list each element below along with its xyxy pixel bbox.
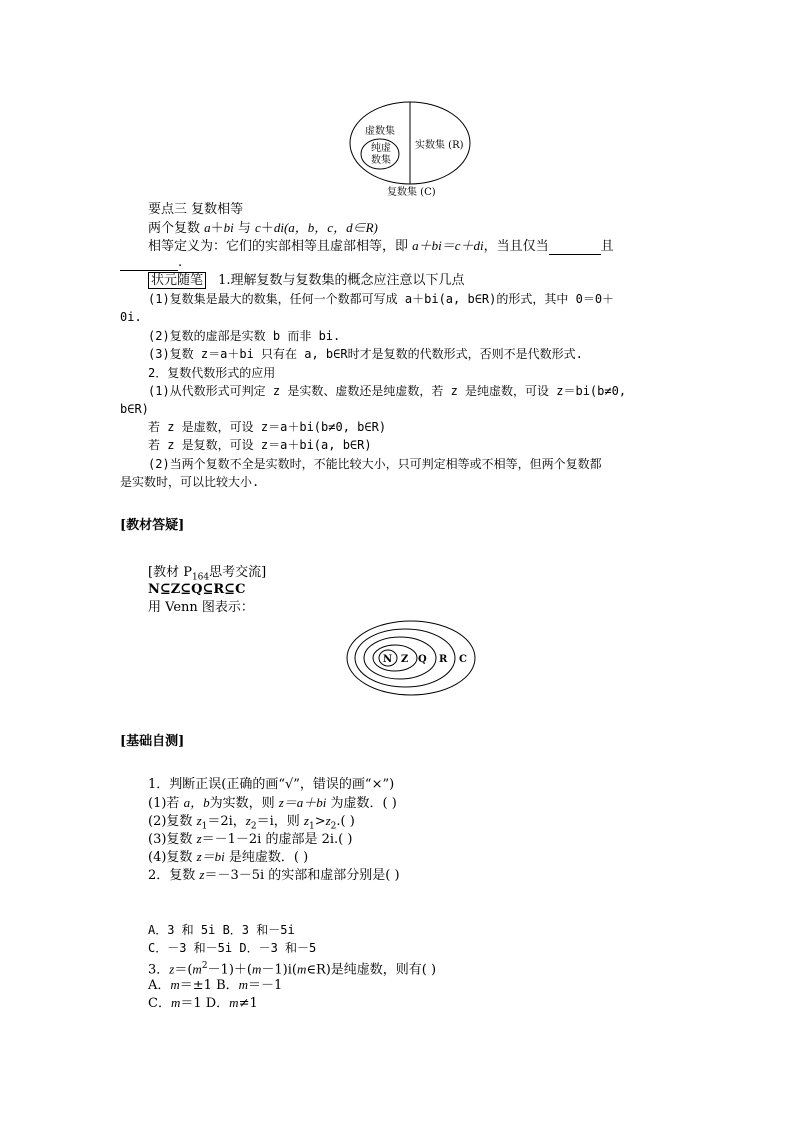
var-m: m [229,995,239,1010]
notes-line9: 若 z 是虚数，可设 z＝a＋bi(b≠0, b∈R) [148,420,387,434]
var-i: i [230,220,234,235]
notes-label: 状元随笔 [148,272,206,289]
text: 相等定义为：它们的实部相等且虚部相等，即 [148,239,413,254]
page-number: 164 [191,572,210,583]
set-z-label: Z [401,654,409,665]
subscript: 1 [201,821,208,832]
var-z: z [169,961,175,977]
answer-paren[interactable]: 是纯虚数．( ) [224,850,309,865]
text: (2)复数 [148,814,197,829]
answer-paren[interactable]: 为虚数．( ) [326,796,397,811]
text: ，当且仅当 [483,239,549,254]
notes-line4: (2)复数的虚部是实数 b 而非 bi. [148,329,341,343]
var-z: z [325,813,331,828]
set-c-ellipse [347,621,475,695]
set-z-ellipse [373,645,417,671]
subscript: 2 [330,821,337,832]
subscript: 1 [308,821,315,832]
notes-line12: 是实数时，可以比较大小. [120,475,260,489]
var-b: b [223,220,231,235]
text: 思考交流] [209,565,267,580]
answer-paren[interactable]: .( ) [336,814,355,829]
text: 为实数，则 [209,796,279,811]
venn-caption: 用 Venn 图表示： [148,600,254,615]
question-1d [148,848,308,866]
text: ＝2i， [207,814,246,829]
var-z: z [196,813,202,828]
text: A． [148,978,171,993]
text: －1)i( [261,962,297,978]
question-1a [148,794,397,812]
text: . [178,255,183,270]
var-m: m [192,961,202,977]
set-n-label: N [383,654,393,665]
notes-line10: 若 z 是复数，可设 z＝a＋bi(a, b∈R) [148,438,372,452]
text: (4)复数 [148,850,197,865]
notes-line5: (3)复数 z＝a＋bi 只有在 a, b∈R时才是复数的代数形式，否则不是代数形式. [148,347,583,361]
text: [教材 P [148,565,192,580]
var-d: d [273,220,281,235]
text: 两个复数 [148,221,205,236]
var-a: a [204,220,211,235]
question-1: 1．判断正误(正确的画“√”，错误的画“×”) [148,777,395,792]
complex-set-label: 复数集 (C) [387,187,436,198]
answer-paren[interactable]: ＝－1－2i 的虚部是 2i.( ) [201,832,353,847]
var-z: z [245,813,251,828]
superscript: 2 [201,961,208,971]
text: 3． [148,962,170,978]
text: C． [148,996,171,1011]
var-m: m [170,977,180,992]
text: (1)若 [148,796,184,811]
text: 与 [233,221,256,236]
expr: z＝a＋bi [278,795,327,810]
set-q-label: Q [418,654,427,665]
question-2-options-cd[interactable]: C．－3 和－5i D．－3 和－5 [148,941,317,955]
condition: (a，b，c，d∈R) [283,220,378,235]
text: 2．复数 [148,868,200,883]
text: (3)复数 [148,832,197,847]
var-z: z [196,831,202,846]
point3-line1 [148,219,378,237]
answer-blank-2[interactable] [120,256,178,271]
notes-line8: b∈R) [120,402,149,416]
question-1c [148,830,352,848]
question-3-options-cd[interactable] [148,994,258,1012]
var-m: m [251,961,262,977]
vars: a，b [183,795,210,810]
plus: ＋ [210,221,224,236]
answer-blank-1[interactable] [549,240,601,255]
point3-heading: 要点三 复数相等 [148,202,244,217]
notes-line2: (1)复数集是最大的数集，任何一个数都可写成 a＋bi(a, b∈R)的形式，其中 0＝0＋ [148,292,615,306]
text: ＝( [174,962,193,978]
notes-line3: 0i. [120,310,142,324]
text: 且 [600,239,614,254]
set-chain: N⊆Z⊆Q⊆R⊆C [148,582,246,597]
var-m: m [296,961,307,977]
point3-line3 [120,254,182,271]
set-c-label: C [459,654,467,665]
text: ＝1 D． [180,996,230,1011]
text: ＝－1 [248,978,283,993]
equality-expr: a＋bi＝c＋di [412,238,484,253]
point3-line2 [148,237,614,255]
selftest-heading: [基础自测] [120,734,185,749]
plus: ＋ [260,221,274,236]
subscript: 2 [250,821,257,832]
answer-paren[interactable]: ∈R)是纯虚数，则有( ) [306,962,437,978]
text: －1)＋( [207,962,252,978]
var-c: c [255,220,261,235]
pure-imaginary-label-2: 数集 [371,155,391,166]
notes-line6: 2．复数代数形式的应用 [148,366,276,380]
var-z: z [303,813,309,828]
textbook-heading: [教材答疑] [120,518,185,533]
question-2 [148,866,400,884]
imaginary-set-label: 虚数集 [365,126,395,137]
text: 1.理解复数与复数集的概念应注意以下几点 [218,273,465,288]
set-r-label: R [439,654,448,665]
question-3-options-ab[interactable] [148,976,282,994]
gt: > [314,814,326,829]
var-m: m [170,995,181,1010]
var-i: i [280,220,284,235]
notes-line11: (2)当两个复数不全是实数时，不能比较大小，只可判定相等或不相等，但两个复数都 [148,457,602,471]
venn-diagram [345,620,480,700]
var-z: z [199,867,205,882]
text: ＝i，则 [256,814,304,829]
text: ≠1 [238,996,258,1011]
real-set-label: 实数集 (R) [415,140,464,151]
answer-paren[interactable]: ＝－3－5i 的实部和虚部分别是( ) [204,868,400,883]
pure-imaginary-label-1: 纯虚 [371,143,391,154]
expr: z＝bi [196,849,225,864]
question-2-options-ab[interactable]: A．3 和 5i B．3 和－5i [148,923,295,937]
complex-set-diagram [345,98,475,198]
text: ＝±1 B． [179,978,239,993]
notes-line1 [148,272,465,289]
notes-line7: (1)从代数形式可判定 z 是实数、虚数还是纯虚数，若 z 是纯虚数，可设 z＝bi(b≠0, [148,384,627,398]
var-m: m [238,977,249,992]
